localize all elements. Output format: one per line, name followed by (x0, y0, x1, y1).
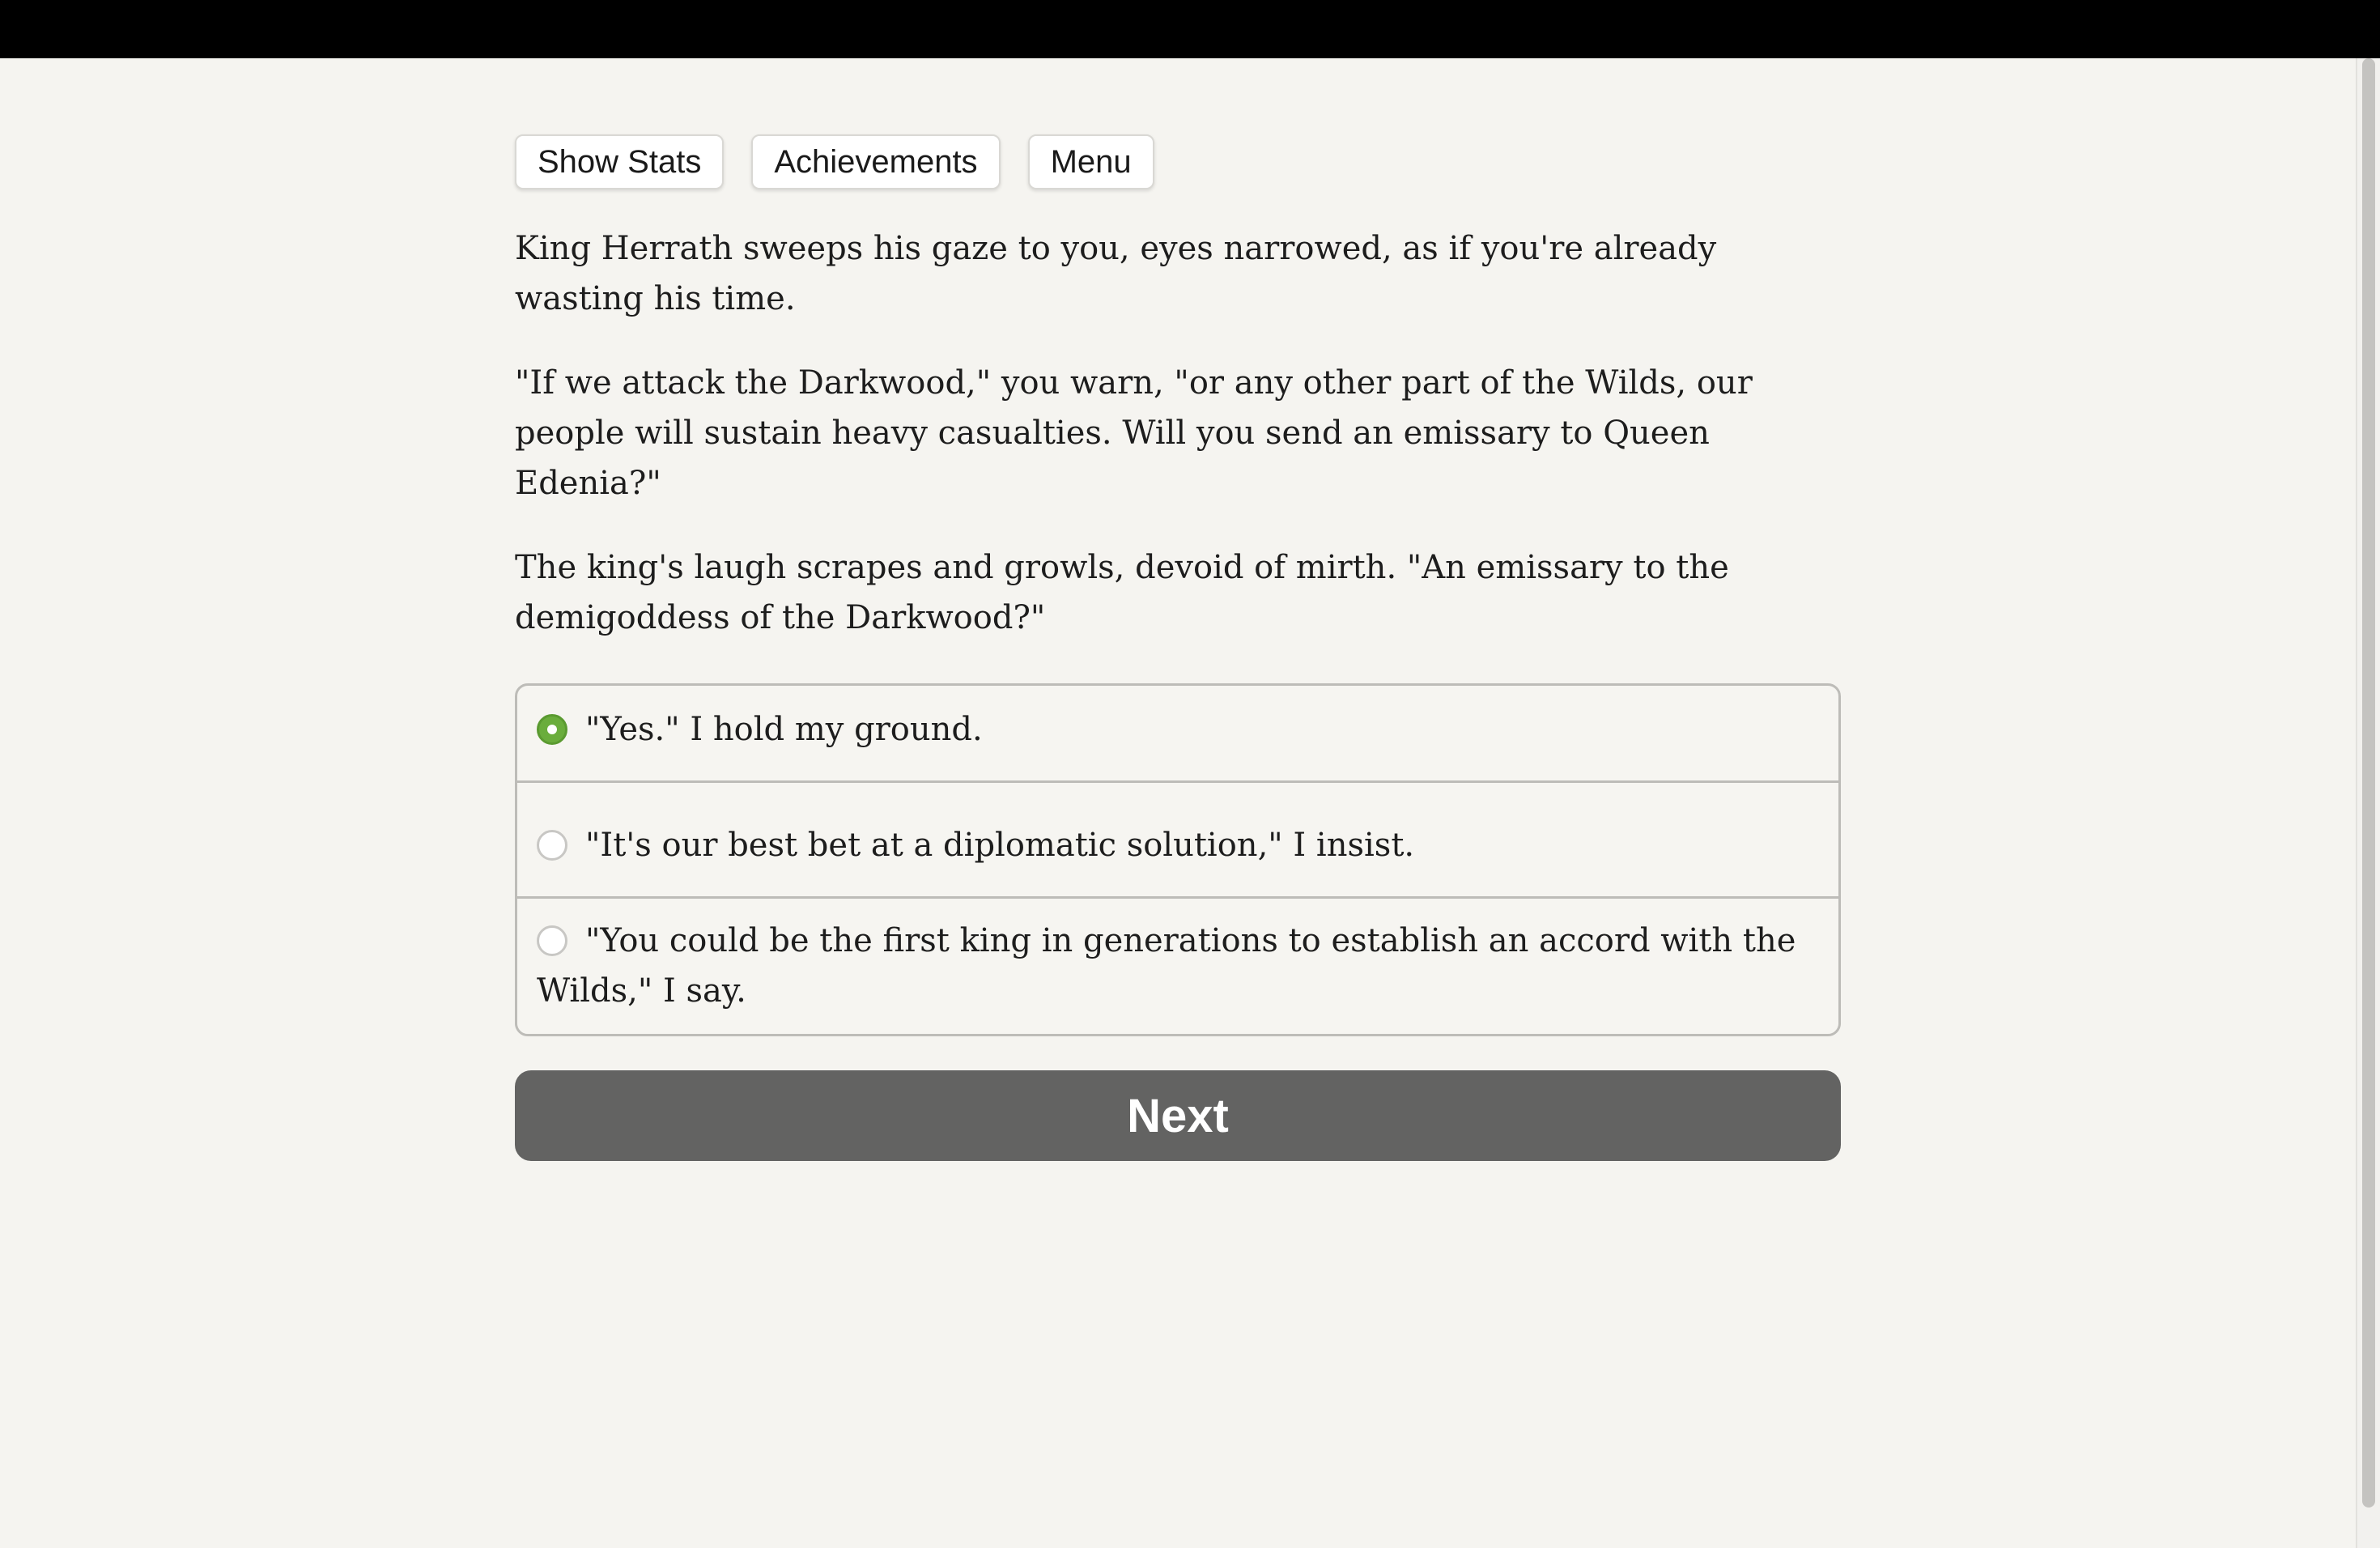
choice-label: "You could be the first king in generations to establish an accord with the Wilds," I say. (537, 922, 1796, 1010)
story-paragraph: The king's laugh scrapes and growls, devoid of mirth. "An emissary to the demigoddess of the Darkwood?" (515, 549, 1729, 636)
choice-label: "It's our best bet at a diplomatic solution," I insist. (585, 827, 1415, 864)
radio-selected-icon[interactable] (537, 714, 567, 745)
choice-option-2[interactable] (517, 780, 1838, 896)
scrollbar[interactable] (2356, 58, 2380, 1548)
achievements-button[interactable]: Achievements (751, 134, 1000, 189)
scrollbar-thumb[interactable] (2362, 58, 2375, 1508)
radio-unselected-icon[interactable] (537, 830, 567, 861)
menu-button[interactable]: Menu (1028, 134, 1154, 189)
choice-list (515, 683, 1841, 1036)
game-container (515, 134, 1841, 1161)
story-paragraph: King Herrath sweeps his gaze to you, eyes narrowed, as if you're already wasting his time. (515, 230, 1717, 317)
story-paragraph: "If we attack the Darkwood," you warn, "or any other part of the Wilds, our people will sustain heavy casualties. Will you send an emissary to Queen Edenia?" (515, 364, 1753, 502)
next-button[interactable]: Next (515, 1070, 1841, 1161)
choice-label: "Yes." I hold my ground. (585, 711, 983, 748)
radio-unselected-icon[interactable] (537, 925, 567, 956)
header-buttons (515, 134, 1841, 189)
show-stats-button[interactable]: Show Stats (515, 134, 724, 189)
story-text (515, 223, 1841, 643)
browser-top-bar (0, 0, 2380, 58)
choice-option-1[interactable] (517, 686, 1838, 780)
choice-option-3[interactable] (517, 896, 1838, 1034)
